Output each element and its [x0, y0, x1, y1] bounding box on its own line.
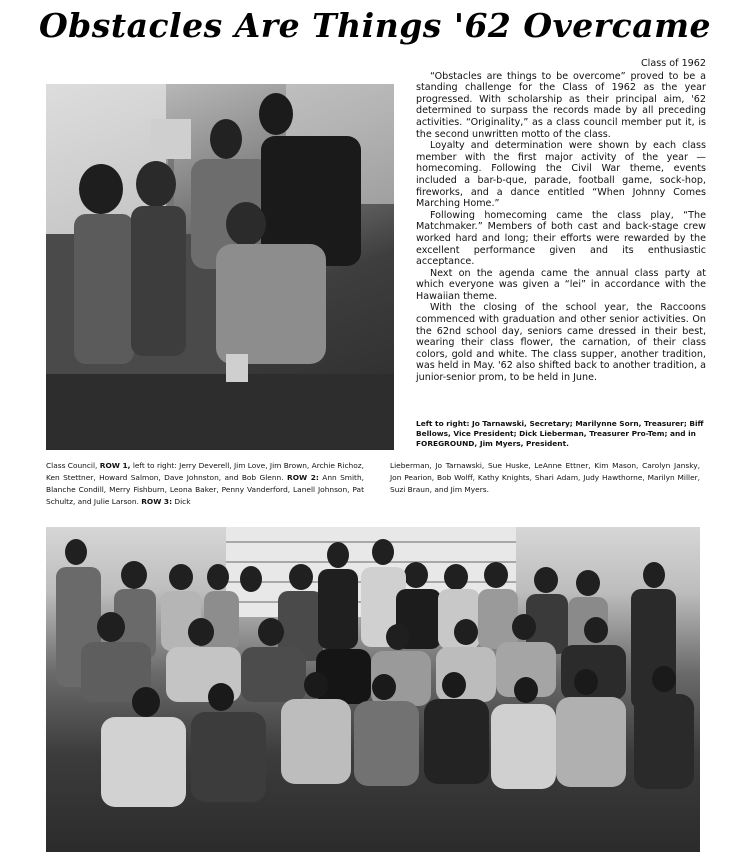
row1-label: ROW 1,	[99, 461, 131, 470]
officers-caption	[416, 419, 706, 449]
class-officers-photo	[46, 84, 394, 450]
article-paragraph: Next on the agenda came the annual class party at which everyone was given a “lei” in accordance with the Hawaiian theme.	[416, 267, 706, 302]
row3-label: ROW 3:	[141, 497, 173, 506]
council-caption-right-column	[390, 460, 700, 496]
officers-caption-text: Left to right: Jo Tarnawski, Secretary; Marilynne Sorn, Treasurer; Biff Bellows, Vice President; Dick Lieberman, Treasurer Pro-Tem; and in	[416, 419, 704, 438]
article-paragraph: Loyalty and determination were shown by each class member with the first major activity of the year — homecoming. Following the Civil War theme, events included a bar-b-que, parade, football game, sock-hop, fireworks, and a dance entitled “When Johnny Comes Marching Home.”	[416, 140, 706, 210]
foreground-text: Jim Myers, President.	[479, 439, 569, 448]
row2-label: ROW 2:	[287, 473, 319, 482]
class-council-photo	[46, 527, 700, 852]
page-title: Obstacles Are Things '62 Overcame	[38, 6, 712, 45]
article-heading: Class of 1962	[640, 58, 706, 69]
article-paragraph: With the closing of the school year, the Raccoons commenced with graduation and other senior activities. On the 62nd school day, seniors came dressed in their best, wearing their class flower, the carnation, of their class colors, gold and white. The class supper, another tradition, was held in May. '62 also shifted back to another tradition, a junior-senior prom, to be held in June.	[416, 302, 706, 384]
council-caption-left-column	[46, 460, 364, 508]
council-intro: Class Council,	[46, 461, 98, 470]
article-paragraph: “Obstacles are things to be overcome” proved to be a standing challenge for the Class of 1962 as the year progressed. With scholarship as their principal aim, '62 determined to surpass the records made by all preceding activities. “Originality,” as a class council member put it, is the second unwritten motto of the class.	[416, 70, 706, 140]
row3-names-start: Dick	[174, 497, 191, 506]
row2-names: Ann Smith, Blanche Condill, Merry Fishburn, Leona Baker, Penny Vanderford, Lanell Johnson, Pat Schultz, and Julie Larson.	[46, 473, 364, 506]
row3-names-continued: Lieberman, Jo Tarnawski, Sue Huske, LeAnne Ettner, Kim Mason, Carolyn Jansky, Jon Pearion, Bob Wolff, Kathy Knights, Shari Adam, Judy Hawthorne, Marilyn Miller, Suzi Braun, and Jim Myers.	[390, 461, 700, 494]
class-article	[416, 58, 706, 384]
row1-names: left to right: Jerry Deverell, Jim Love, Jim Brown, Archie Richoz, Ken Stettner, Howard Salmon, Dave Johnston, and Bob Glenn.	[46, 461, 364, 482]
article-paragraph: Following homecoming came the class play, “The Matchmaker.” Members of both cast and back-stage crew worked hard and long; their efforts were rewarded by the excellent performance given and its enthusiastic acceptance.	[416, 209, 706, 268]
foreground-label: FOREGROUND,	[416, 439, 478, 448]
